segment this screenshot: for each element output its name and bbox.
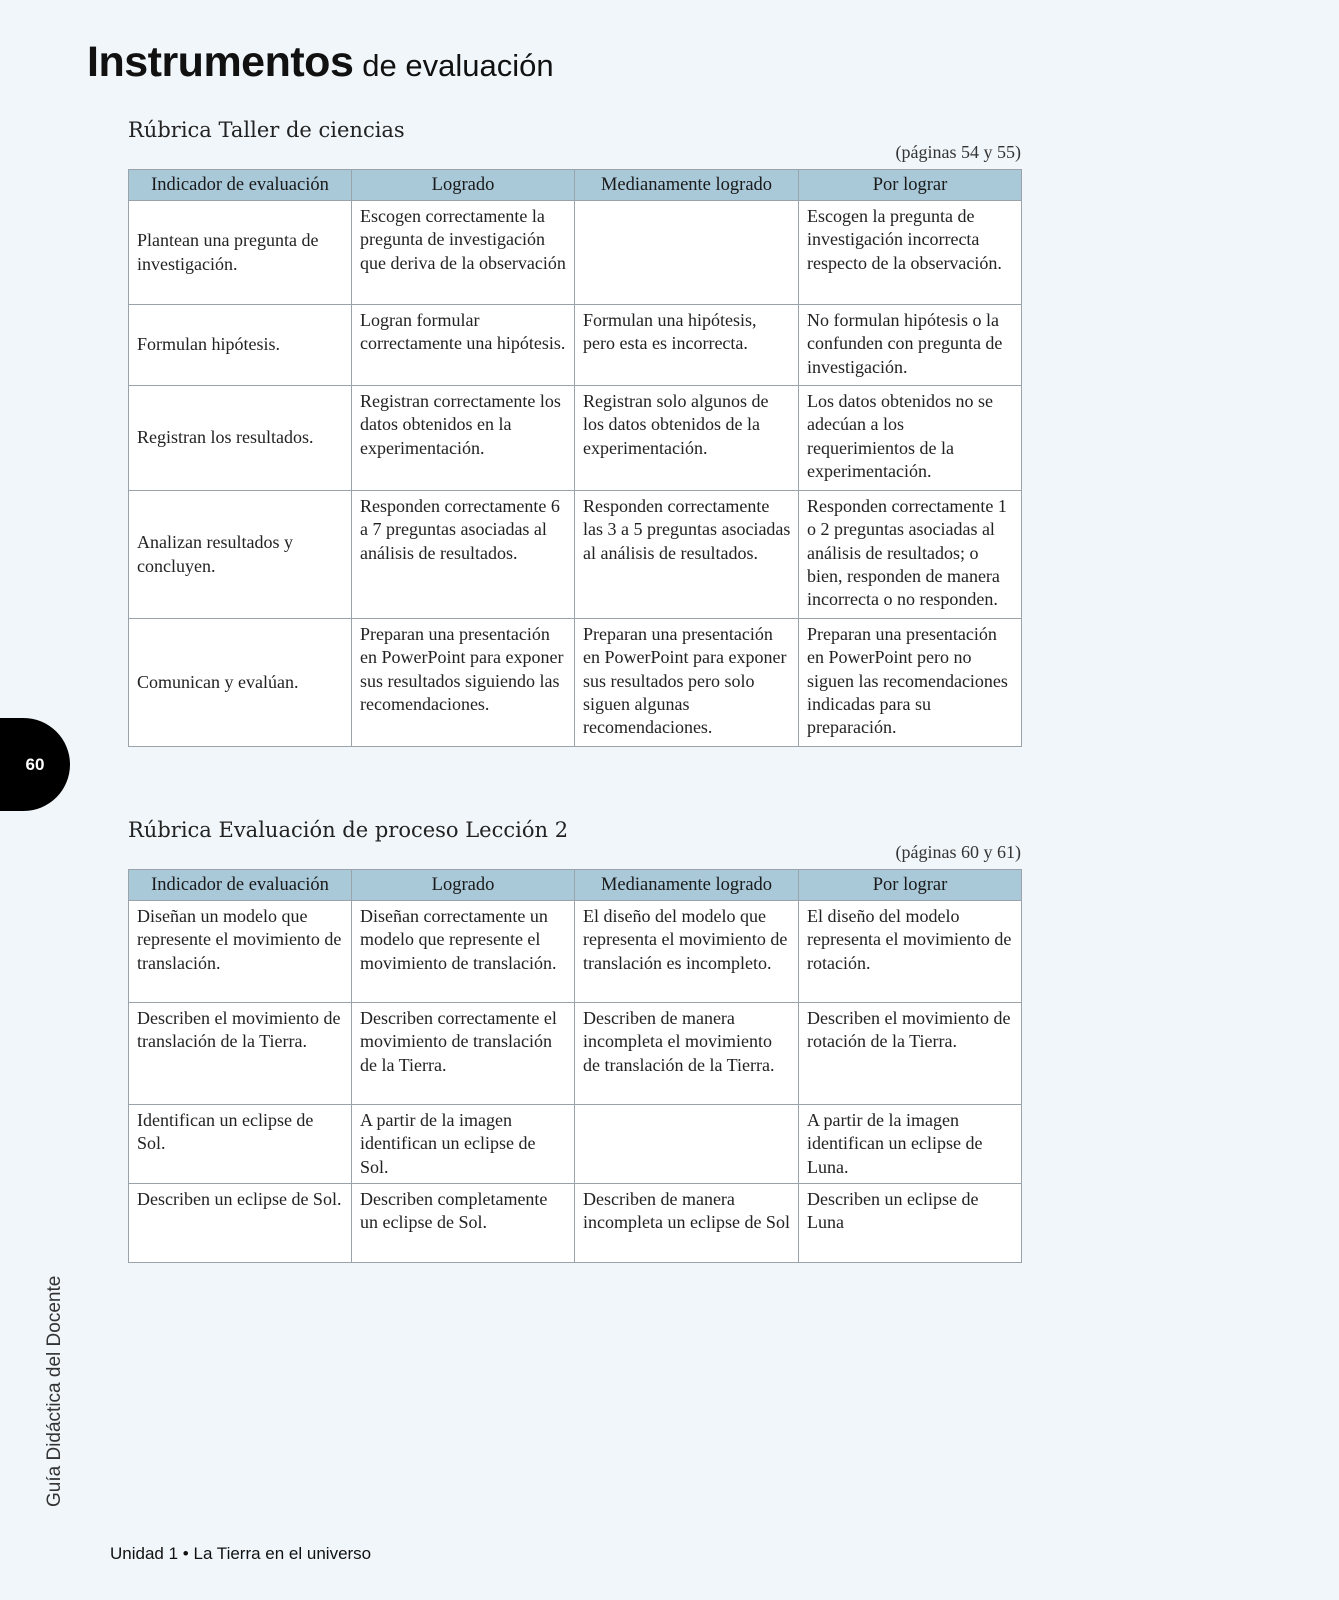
indicator-cell: Comunican y evalúan. (129, 619, 352, 747)
por-lograr-cell: Responden correctamente 1 o 2 preguntas asociadas al análisis de resultados; o bien, responden de manera incorrecta o no responden. (799, 491, 1022, 619)
medianamente-cell: Registran solo algunos de los datos obtenidos de la experimentación. (575, 386, 799, 491)
indicator-cell: Registran los resultados. (129, 386, 352, 491)
rubric-taller-section (128, 118, 1021, 747)
indicator-cell: Plantean una pregunta de investigación. (129, 201, 352, 305)
column-header-logrado: Logrado (352, 870, 575, 901)
por-lograr-cell: No formulan hipótesis o la confunden con pregunta de investigación. (799, 305, 1022, 386)
rubric-proceso-section (128, 818, 1021, 1263)
column-header-medianamente: Medianamente logrado (575, 870, 799, 901)
logrado-cell: Logran formular correctamente una hipótesis. (352, 305, 575, 386)
footer-unit: Unidad 1 (110, 1544, 179, 1563)
indicator-cell: Analizan resultados y concluyen. (129, 491, 352, 619)
page-number: 60 (25, 754, 45, 774)
rubric-proceso-title: Rúbrica Evaluación de proceso Lección 2 (128, 818, 569, 842)
table-row (129, 1003, 1022, 1105)
rubric-taller-table (128, 169, 1022, 747)
table-row (129, 1105, 1022, 1184)
por-lograr-cell: Describen un eclipse de Luna (799, 1184, 1022, 1263)
medianamente-cell (575, 201, 799, 305)
logrado-cell: Registran correctamente los datos obtenidos en la experimentación. (352, 386, 575, 491)
logrado-cell: A partir de la imagen identifican un eclipse de Sol. (352, 1105, 575, 1184)
indicator-cell: Formulan hipótesis. (129, 305, 352, 386)
column-header-por-lograr: Por lograr (799, 170, 1022, 201)
footer-separator: • (182, 1544, 189, 1563)
table-row (129, 1184, 1022, 1263)
column-header-logrado: Logrado (352, 170, 575, 201)
footer (110, 1544, 371, 1564)
table-row (129, 619, 1022, 747)
indicator-cell: Diseñan un modelo que represente el movimiento de translación. (129, 901, 352, 1003)
medianamente-cell: Preparan una presentación en PowerPoint para exponer sus resultados pero solo siguen algunas recomendaciones. (575, 619, 799, 747)
por-lograr-cell: El diseño del modelo representa el movimiento de rotación. (799, 901, 1022, 1003)
table-row (129, 901, 1022, 1003)
logrado-cell: Preparan una presentación en PowerPoint para exponer sus resultados siguiendo las recomendaciones. (352, 619, 575, 747)
page-number-tab (0, 718, 70, 811)
footer-topic: La Tierra en el universo (193, 1544, 372, 1563)
logrado-cell: Escogen correctamente la pregunta de investigación que deriva de la observación (352, 201, 575, 305)
medianamente-cell (575, 1105, 799, 1184)
medianamente-cell: Responden correctamente las 3 a 5 preguntas asociadas al análisis de resultados. (575, 491, 799, 619)
por-lograr-cell: Preparan una presentación en PowerPoint pero no siguen las recomendaciones indicadas para su preparación. (799, 619, 1022, 747)
table-row (129, 491, 1022, 619)
medianamente-cell: Describen de manera incompleta el movimiento de translación de la Tierra. (575, 1003, 799, 1105)
por-lograr-cell: Describen el movimiento de rotación de la Tierra. (799, 1003, 1022, 1105)
table-header-row (129, 870, 1022, 901)
page-title-sub: de evaluación (362, 48, 554, 83)
rubric-proceso-pages: (páginas 60 y 61) (895, 842, 1021, 862)
rubric-taller-title: Rúbrica Taller de ciencias (128, 118, 405, 142)
rubric-proceso-table (128, 869, 1022, 1263)
table-row (129, 386, 1022, 491)
column-header-medianamente: Medianamente logrado (575, 170, 799, 201)
por-lograr-cell: Los datos obtenidos no se adecúan a los requerimientos de la experimentación. (799, 386, 1022, 491)
page-title-main: Instrumentos (87, 38, 354, 86)
table-row (129, 305, 1022, 386)
logrado-cell: Diseñan correctamente un modelo que represente el movimiento de translación. (352, 901, 575, 1003)
side-label: Guía Didáctica del Docente (44, 1275, 65, 1507)
medianamente-cell: Formulan una hipótesis, pero esta es incorrecta. (575, 305, 799, 386)
column-header-indicador: Indicador de evaluación (129, 870, 352, 901)
indicator-cell: Identifican un eclipse de Sol. (129, 1105, 352, 1184)
logrado-cell: Describen completamente un eclipse de Sol. (352, 1184, 575, 1263)
medianamente-cell: El diseño del modelo que representa el movimiento de translación es incompleto. (575, 901, 799, 1003)
logrado-cell: Describen correctamente el movimiento de translación de la Tierra. (352, 1003, 575, 1105)
column-header-indicador: Indicador de evaluación (129, 170, 352, 201)
column-header-por-lograr: Por lograr (799, 870, 1022, 901)
rubric-taller-pages: (páginas 54 y 55) (895, 142, 1021, 162)
table-header-row (129, 170, 1022, 201)
por-lograr-cell: A partir de la imagen identifican un eclipse de Luna. (799, 1105, 1022, 1184)
indicator-cell: Describen un eclipse de Sol. (129, 1184, 352, 1263)
medianamente-cell: Describen de manera incompleta un eclipse de Sol (575, 1184, 799, 1263)
logrado-cell: Responden correctamente 6 a 7 preguntas asociadas al análisis de resultados. (352, 491, 575, 619)
table-row (129, 201, 1022, 305)
page-title (87, 38, 554, 87)
por-lograr-cell: Escogen la pregunta de investigación incorrecta respecto de la observación. (799, 201, 1022, 305)
indicator-cell: Describen el movimiento de translación de la Tierra. (129, 1003, 352, 1105)
